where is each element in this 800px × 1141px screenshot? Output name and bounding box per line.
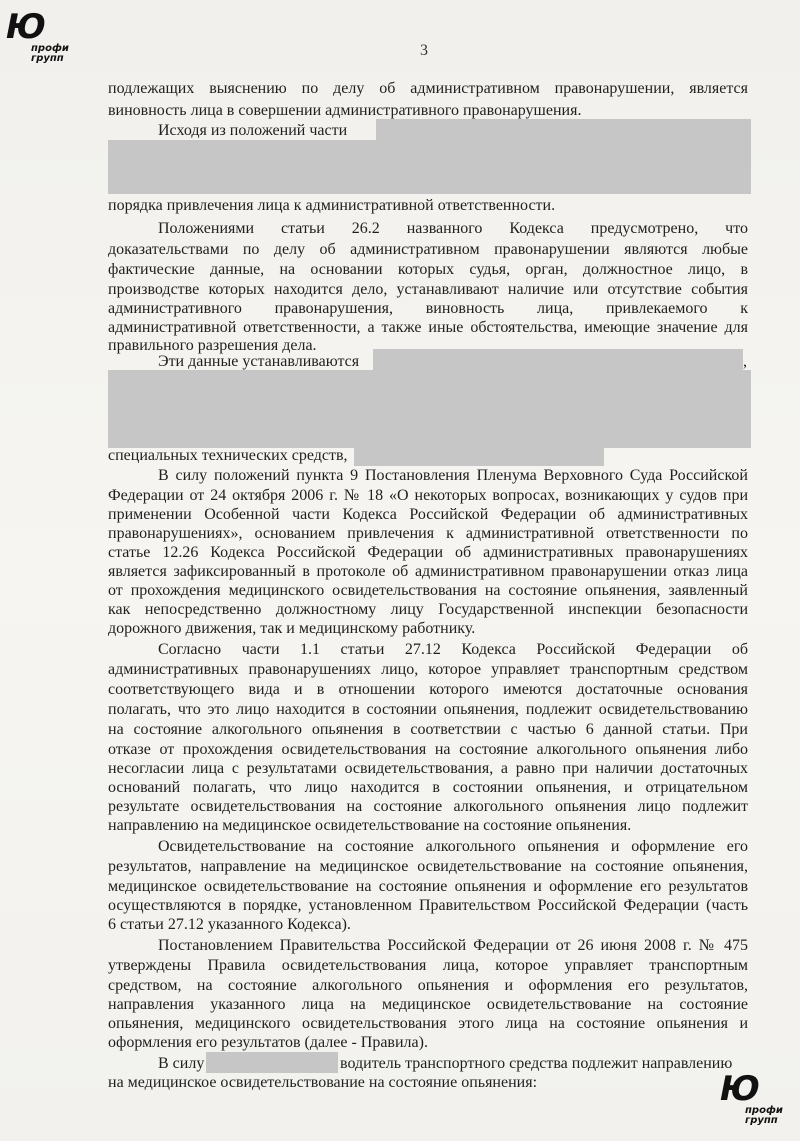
- text-line: Исходя из положений части: [158, 122, 348, 139]
- logo-top: [6, 7, 69, 68]
- text-line: на состояние алкогольного опьянения в соответствии с частью 6 данной статьи. При: [108, 721, 748, 738]
- logo-mark: Ю: [720, 1069, 758, 1109]
- text-line: от прохождения медицинского освидетельствования на состояние опьянения, заявленный: [108, 582, 748, 599]
- text-line: статье 12.26 Кодекса Российской Федерации об административных правонарушениях: [108, 544, 748, 561]
- text-line: В силу положений пункта 9 Постановления Пленума Верховного Суда Российской: [158, 467, 748, 484]
- text-line: применении Особенной части Кодекса Российской Федерации об административных: [108, 506, 748, 523]
- text-line: Постановлением Правительства Российской Федерации от 26 июня 2008 г. № 475: [158, 937, 748, 954]
- redacted-block: [206, 1052, 338, 1073]
- redacted-block: [373, 349, 743, 370]
- redacted-block: [376, 119, 751, 141]
- text-line: виновность лица в совершении административного правонарушения.: [108, 102, 582, 119]
- redacted-block: [354, 446, 604, 466]
- text-line: ,: [743, 353, 747, 370]
- text-line: доказательствами по делу об административном правонарушении являются любые: [108, 241, 748, 258]
- text-line: опьянения, медицинского освидетельствования этого лица на состояние опьянения и: [108, 1015, 748, 1032]
- logo-line2: групп: [31, 53, 64, 64]
- text-line: является зафиксированный в протоколе об административном правонарушении отказ лица: [108, 563, 748, 580]
- text-line: Положениями статьи 26.2 названного Кодекса предусмотрено, что: [158, 220, 748, 237]
- logo-mark: Ю: [6, 7, 44, 47]
- text-line: правильного разрешения дела.: [108, 337, 317, 354]
- text-line: Освидетельствование на состояние алкогольного опьянения и оформление его: [158, 838, 748, 855]
- text-line: Эти данные устанавливаются: [158, 353, 360, 370]
- text-line: Федерации от 24 октября 2006 г. № 18 «О некоторых вопросах, возникающих у судов при: [108, 487, 748, 504]
- text-line: дорожного движения, так и медицинскому работнику.: [108, 620, 476, 637]
- text-line: производстве которых находится дело, устанавливают наличие или отсутствие события: [108, 281, 748, 298]
- text-line: Согласно части 1.1 статьи 27.12 Кодекса Российской Федерации об: [158, 641, 748, 658]
- text-line: полагать, что это лицо находится в состоянии опьянения, подлежит освидетельствованию: [108, 701, 748, 718]
- text-line: медицинское освидетельствование на состояние опьянения и оформление его результатов: [108, 878, 748, 895]
- text-line: утверждены Правила освидетельствования лица, которое управляет транспортным: [108, 957, 748, 974]
- text-line: направления указанного лица на медицинское освидетельствование на состояние: [108, 996, 748, 1013]
- page-number: 3: [420, 42, 428, 59]
- text-line: порядка привлечения лица к административной ответственности.: [108, 197, 556, 214]
- text-line: на медицинское освидетельствование на состояние опьянения:: [108, 1074, 538, 1091]
- text-line: административных правонарушениях лицо, которое управляет транспортным средством: [108, 661, 748, 678]
- text-line: В силу: [158, 1055, 205, 1072]
- text-line: оформления его результатов (далее - Правила).: [108, 1034, 428, 1051]
- text-line: подлежащих выяснению по делу об административном правонарушении, является: [108, 80, 748, 97]
- text-line: как непосредственно должностному лицу Государственной инспекции безопасности: [108, 601, 748, 618]
- text-line: 6 статьи 27.12 указанного Кодекса).: [108, 916, 351, 933]
- text-line: специальных технических средств,: [108, 447, 348, 464]
- text-line: административного правонарушения, виновность лица, привлекаемого к: [108, 300, 748, 317]
- text-line: результатов, направление на медицинское освидетельствование на состояние опьянения,: [108, 858, 748, 875]
- redacted-block: [108, 140, 751, 194]
- text-line: водитель транспортного средства подлежит направлению: [340, 1055, 733, 1072]
- text-line: отказе от прохождения освидетельствования на состояние алкогольного опьянения либо: [108, 741, 748, 758]
- text-line: административной ответственности, а также иные обстоятельства, имеющие значение для: [108, 319, 748, 336]
- text-line: осуществляются в порядке, установленном Правительством Российской Федерации (часть: [108, 897, 748, 914]
- logo-bottom: [720, 1069, 783, 1130]
- text-line: оснований полагать, что лицо находится в состоянии опьянения, и отрицательном: [108, 779, 748, 796]
- text-line: несогласии лица с результатами освидетельствования, а равно при наличии достаточных: [108, 760, 748, 777]
- text-line: правонарушениях», основанием привлечения к административной ответственности по: [108, 525, 748, 542]
- text-line: средством, на состояние алкогольного опьянения и оформления его результатов,: [108, 977, 748, 994]
- logo-line1: профи: [31, 43, 69, 54]
- logo-line1: профи: [745, 1105, 783, 1116]
- logo-line2: групп: [745, 1115, 778, 1126]
- text-line: направлению на медицинское освидетельствование на состояние опьянения.: [108, 817, 632, 834]
- text-line: результате освидетельствования на состояние алкогольного опьянения лицо подлежит: [108, 798, 748, 815]
- text-line: фактические данные, на основании которых судья, орган, должностное лицо, в: [108, 261, 748, 278]
- redacted-block: [108, 370, 751, 448]
- text-line: соответствующего вида и в отношении которого имеются достаточные основания: [108, 681, 748, 698]
